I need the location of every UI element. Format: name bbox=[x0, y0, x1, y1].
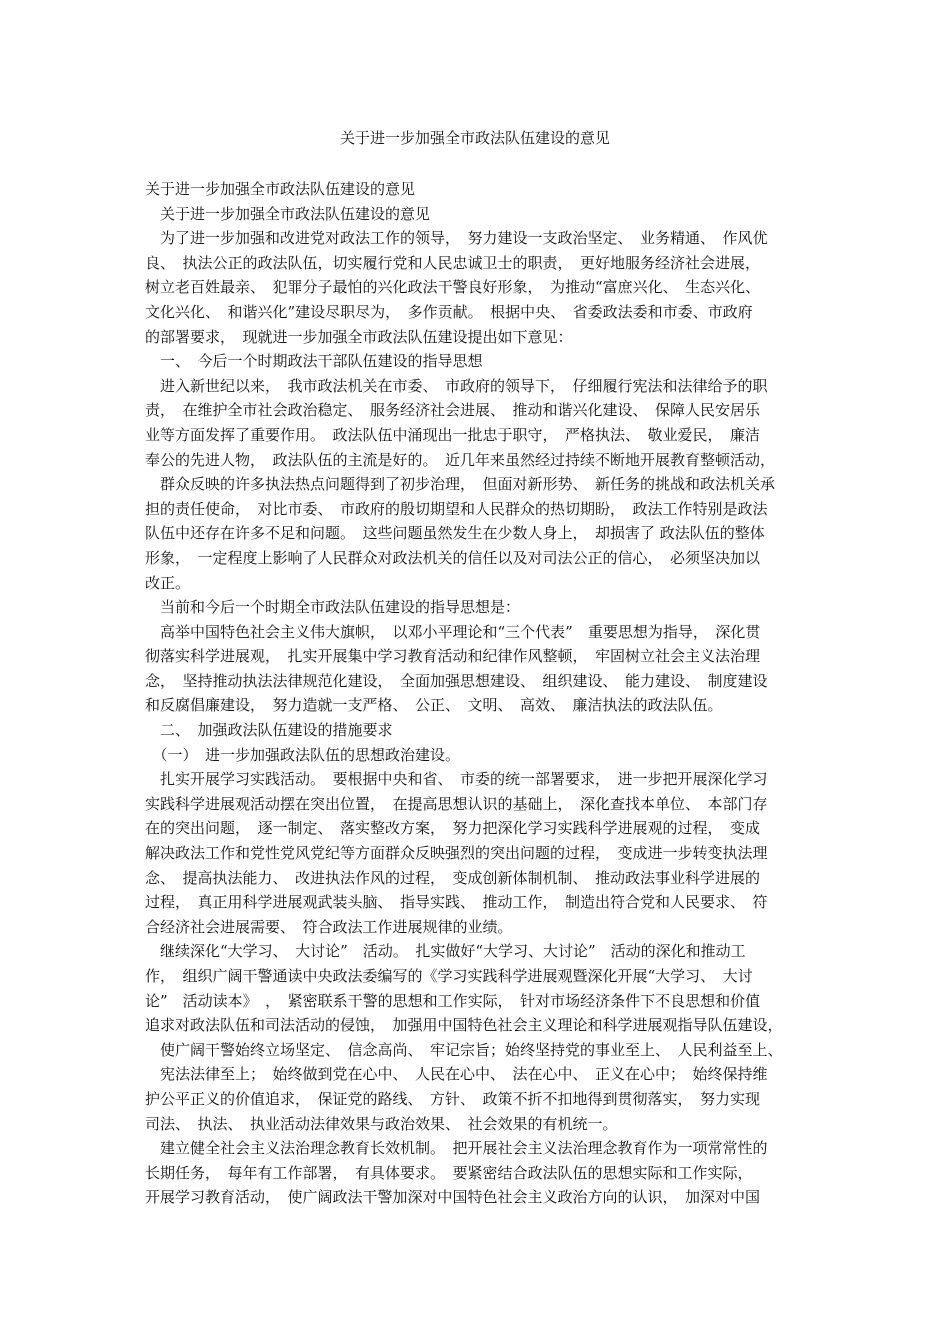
text-line: 扎实开展学习实践活动。 要根据中央和省、 市委的统一部署要求， 进一步把开展深化学习 bbox=[145, 770, 768, 789]
text-line: 的部署要求， 现就进一步加强全市政法队伍建设提出如下意见： bbox=[145, 327, 573, 346]
text-line: 良、 执法公正的政法队伍，切实履行党和人民忠诚卫士的职责， 更好地服务经济社会进展， bbox=[145, 253, 761, 272]
text-line: 高举中国特色社会主义伟大旗帜， 以邓小平理论和“三个代表” 重要思想为指导， 深化贯 bbox=[145, 622, 761, 641]
text-line: 宪法法律至上； 始终做到党在心中、 人民在心中、 法在心中、 正义在心中； 始终保持维 bbox=[145, 1065, 768, 1084]
text-line: 为了进一步加强和改进党对政法工作的领导， 努力建设一支政治坚定、 业务精通、 作风优 bbox=[145, 229, 768, 248]
text-line: 奉公的先进人物， 政法队伍的主流是好的。 近几年来虽然经过持续不断地开展教育整顿活动， bbox=[145, 450, 776, 469]
text-line: 当前和今后一个时期全市政法队伍建设的指导思想是： bbox=[145, 598, 521, 617]
text-line: 责， 在维护全市社会政治稳定、 服务经济社会进展、 推动和谐兴化建设、 保障人民安居乐 bbox=[145, 401, 761, 420]
text-line: 彻落实科学进展观， 扎实开展集中学习教育活动和纪律作风整顿， 牢固树立社会主义法治理 bbox=[145, 647, 761, 666]
text-line: 长期任务， 每年有工作部署， 有具体要求。 要紧密结合政法队伍的思想实际和工作实际， bbox=[145, 1163, 753, 1182]
text-line: 改正。 bbox=[145, 573, 191, 592]
text-line: 一、 今后一个时期政法干部队伍建设的指导思想 bbox=[145, 352, 483, 371]
text-line: （一） 进一步加强政法队伍的思想政治建设。 bbox=[145, 745, 461, 764]
text-line: 实践科学进展观活动摆在突出位置， 在提高思想认识的基础上， 深化查找本单位、 本部门存 bbox=[145, 794, 768, 813]
text-line: 使广阔干警始终立场坚定、 信念高尚、 牢记宗旨；始终坚持党的事业至上、 人民利益至上、 bbox=[145, 1040, 783, 1059]
document-body bbox=[145, 177, 825, 1210]
text-line: 形象， 一定程度上影响了人民群众对政法机关的信任以及对司法公正的信心， 必须坚决加以 bbox=[145, 548, 761, 567]
text-line: 作， 组织广阔干警通读中央政法委编写的《学习实践科学进展观暨深化开展“大学习、 大讨 bbox=[145, 967, 753, 985]
text-line: 树立老百姓最亲、 犯罪分子最怕的兴化政法干警良好形象， 为推动“富庶兴化、 生态兴化、 bbox=[145, 278, 761, 297]
text-line: 过程， 真正用科学进展观武装头脑、 指导实践、 推动工作， 制造出符合党和人民要求、 符 bbox=[145, 893, 768, 912]
text-line: 关于进一步加强全市政法队伍建设的意见 bbox=[145, 204, 431, 223]
text-line: 业等方面发挥了重要作用。 政法队伍中涌现出一批忠于职守， 严格执法、 敬业爱民， 廉洁 bbox=[145, 425, 761, 444]
text-line: 文化兴化、 和谐兴化”建设尽职尽为， 多作贡献。 根据中央、 省委政法委和市委、市政府 bbox=[145, 302, 753, 321]
text-line: 二、 加强政法队伍建设的措施要求 bbox=[145, 721, 393, 740]
text-line: 护公平正义的价值追求， 保证党的路线、 方针、 政策不折不扣地得到贯彻落实， 努力实现 bbox=[145, 1089, 761, 1108]
document-title: 关于进一步加强全市政法队伍建设的意见 bbox=[339, 129, 610, 147]
text-line: 司法、 执法、 执业活动法律效果与政治效果、 社会效果的有机统一。 bbox=[145, 1114, 618, 1133]
text-line: 开展学习教育活动， 使广阔政法干警加深对中国特色社会主义政治方向的认识， 加深对中国 bbox=[145, 1188, 761, 1207]
text-line: 群众反映的许多执法热点问题得到了初步治理， 但面对新形势、 新任务的挑战和政法机关承 bbox=[145, 475, 776, 494]
text-line: 继续深化“大学习、 大讨论” 活动。 扎实做好“大学习、大讨论” 活动的深化和推动工 bbox=[145, 942, 746, 961]
text-line: 论” 活动读本》 ， 紧密联系干警的思想和工作实际， 针对市场经济条件下不良思想和价值 bbox=[145, 991, 761, 1010]
text-line: 在的突出问题， 逐一制定、 落实整改方案， 努力把深化学习实践科学进展观的过程， 变成 bbox=[145, 819, 761, 838]
text-line: 建立健全社会主义法治理念教育长效机制。 把开展社会主义法治理念教育作为一项常常性的 bbox=[145, 1139, 768, 1158]
text-line: 合经济社会进展需要、 符合政法工作进展规律的业绩。 bbox=[145, 917, 513, 936]
text-line: 担的责任使命， 对比市委、 市政府的殷切期望和人民群众的热切期盼， 政法工作特别是政法 bbox=[145, 499, 768, 518]
text-line: 和反腐倡廉建设， 努力造就一支严格、 公正、 文明、 高效、 廉洁执法的政法队伍。 bbox=[145, 696, 723, 715]
text-line: 念、 提高执法能力、 改进执法作风的过程， 变成创新体制机制、 推动政法事业科学进展的 bbox=[145, 868, 761, 887]
text-line: 解决政法工作和党性党风党纪等方面群众反映强烈的突出问题的过程， 变成进一步转变执法理 bbox=[145, 844, 768, 863]
text-line: 念， 坚持推动执法法律规范化建设， 全面加强思想建设、 组织建设、 能力建设、 制度建设 bbox=[145, 671, 768, 690]
text-line: 关于进一步加强全市政法队伍建设的意见 bbox=[145, 180, 416, 198]
text-line: 进入新世纪以来， 我市政法机关在市委、 市政府的领导下， 仔细履行宪法和法律给予的职 bbox=[145, 376, 768, 395]
text-line: 追求对政法队伍和司法活动的侵蚀， 加强用中国特色社会主义理论和科学进展观指导队伍建设， bbox=[145, 1016, 783, 1035]
text-line: 队伍中还存在许多不足和问题。 这些问题虽然发生在少数人身上， 却损害了 政法队伍的整体 bbox=[145, 524, 765, 543]
